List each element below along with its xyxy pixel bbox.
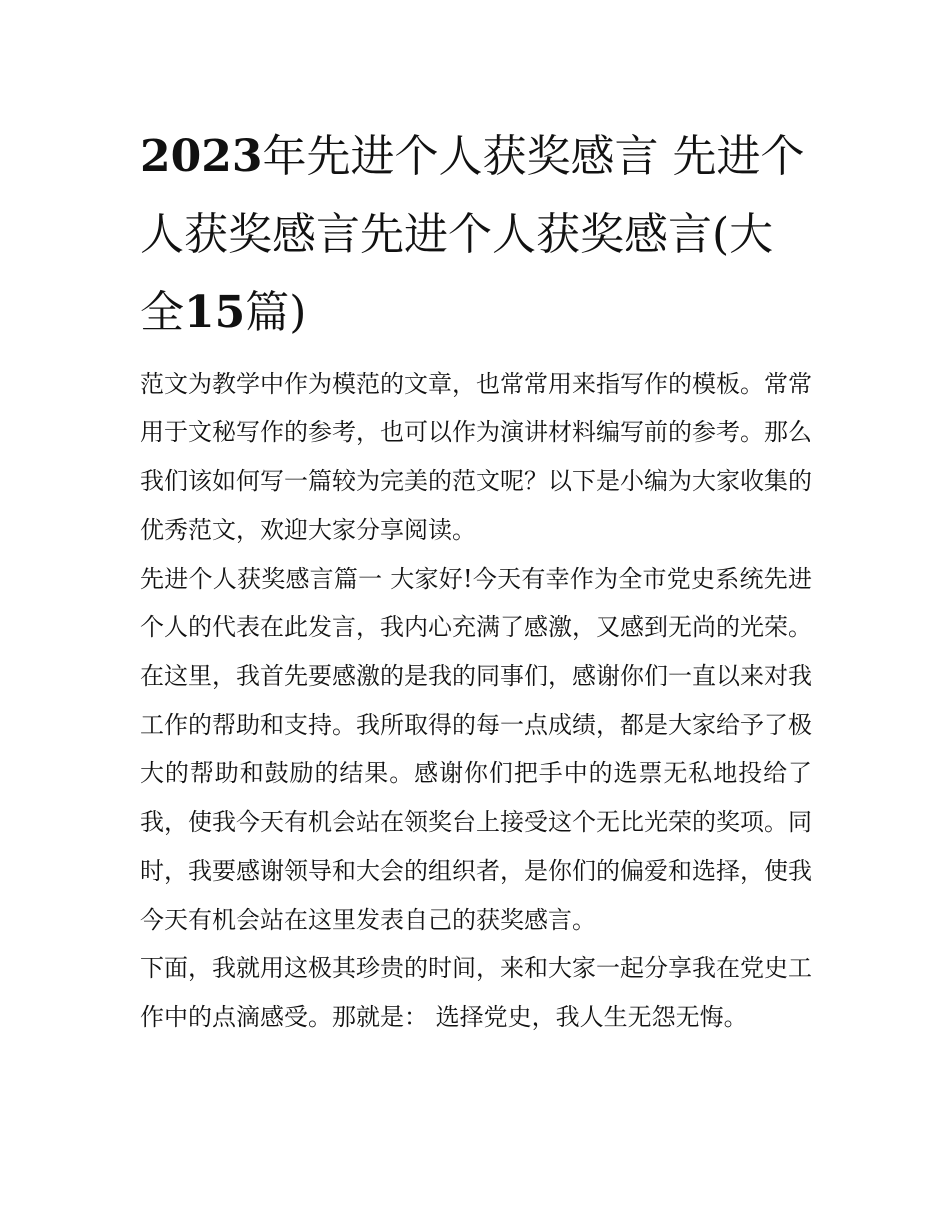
document-body — [140, 118, 812, 1042]
paragraph-thanks: 在这里，我首先要感激的是我的同事们，感谢你们一直以来对我工作的帮助和支持。我所取得的每一点成绩，都是大家给予了极大的帮助和鼓励的结果。感谢你们把手中的选票无私地投给了我，使我今天有机会站在领奖台上接受这个无比光荣的奖项。同时，我要感谢领导和大会的组织者，是你们的偏爱和选择，使我今天有机会站在这里发表自己的获奖感言。 — [140, 661, 812, 934]
title-text-part-2: 篇) — [245, 286, 307, 338]
paragraph-sharing: 下面，我就用这极其珍贵的时间，来和大家一起分享我在党史工作中的点滴感受。那就是： 选择党史，我人生无怨无悔。 — [140, 954, 812, 1031]
paragraph-intro: 范文为教学中作为模范的文章，也常常用来指写作的模板。常常用于文秘写作的参考，也可以作为演讲材料编写前的参考。那么我们该如何写一篇较为完美的范文呢？以下是小编为大家收集的优秀范文，欢迎大家分享阅读。 — [140, 369, 812, 544]
title-year: 2023 — [140, 131, 263, 182]
title-count: 15 — [184, 286, 246, 338]
document-title — [140, 118, 812, 352]
title-text-part-1: 年先进个人获奖感言 先进个人获奖感言先进个人获奖感言(大全 — [140, 131, 805, 338]
paragraph-opening: 先进个人获奖感言篇一 大家好!今天有幸作为全市党史系统先进个人的代表在此发言，我内心充满了感激，又感到无尚的光荣。 — [140, 564, 812, 642]
